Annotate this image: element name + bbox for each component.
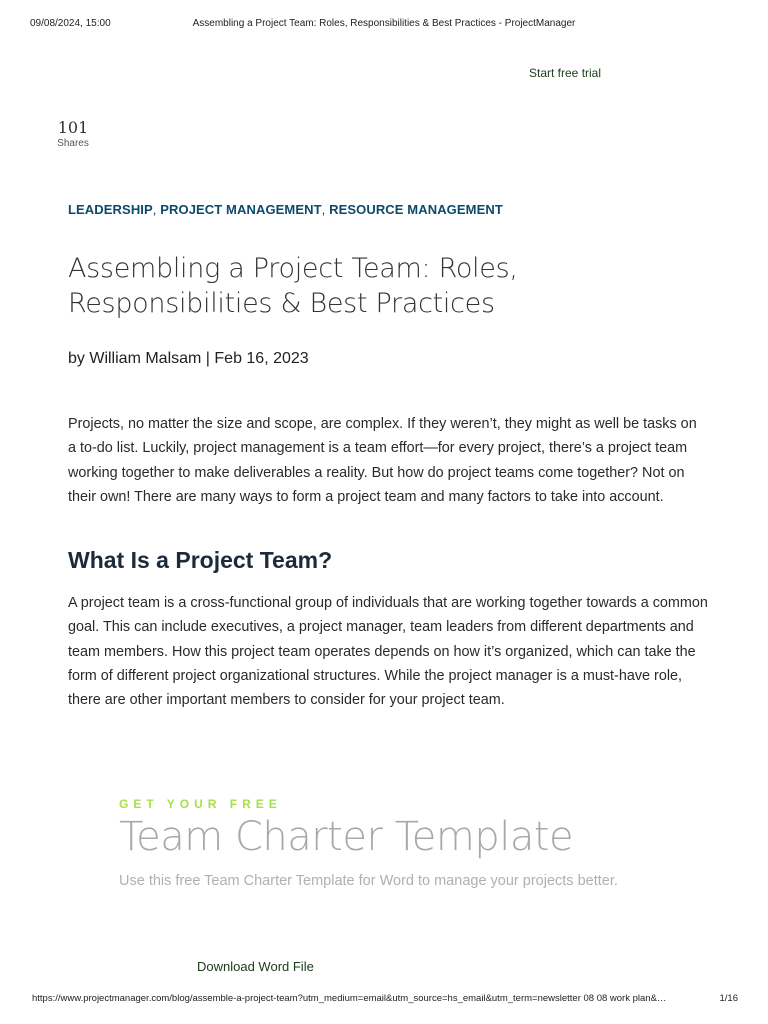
print-datetime: 09/08/2024, 15:00 bbox=[30, 18, 111, 29]
article-intro-paragraph: Projects, no matter the size and scope, are complex. If they weren’t, they might as well be tasks on a to-do list. Luckily, project management is a team effort—for every project, there’s a project team working together to make deliverables a reality. But how do project teams come together? Not on their own! There are many ways to form a project team and many factors to take into account. bbox=[68, 416, 697, 505]
promo-description: Use this free Team Charter Template for Word to manage your projects better. bbox=[119, 873, 618, 889]
print-page-title: Assembling a Project Team: Roles, Responsibilities & Best Practices - ProjectManager bbox=[192, 18, 576, 29]
category-list bbox=[68, 202, 503, 217]
article-title-line-1: Assembling a Project Team: Roles, bbox=[68, 253, 518, 284]
category-link-resource-management[interactable]: RESOURCE MANAGEMENT bbox=[329, 202, 503, 217]
share-counter bbox=[52, 119, 94, 149]
article-byline: by William Malsam | Feb 16, 2023 bbox=[68, 350, 309, 367]
category-link-leadership[interactable]: LEADERSHIP bbox=[68, 202, 153, 217]
promo-kicker: GET YOUR FREE bbox=[119, 797, 282, 811]
section-body-paragraph: A project team is a cross-functional group of individuals that are working together towards a common goal. This can include executives, a project manager, team leaders from different departments and team members. How this project team operates depends on how it’s organized, which can take the form of different project organizational structures. While the project manager is a must-have role, there are other important members to consider for your project team. bbox=[68, 595, 708, 709]
promo-title: Team Charter Template bbox=[119, 814, 574, 860]
article-title-line-2: Responsibilities & Best Practices bbox=[68, 288, 495, 319]
section-heading: What Is a Project Team? bbox=[68, 547, 333, 573]
print-page-number: 1/16 bbox=[719, 993, 738, 1004]
category-link-project-management[interactable]: PROJECT MANAGEMENT bbox=[160, 202, 322, 217]
start-free-trial-link[interactable]: Start free trial bbox=[529, 66, 602, 80]
download-word-file-link[interactable]: Download Word File bbox=[197, 959, 314, 974]
article-title bbox=[68, 251, 668, 321]
share-count: 101 bbox=[57, 118, 89, 137]
category-separator: , bbox=[152, 202, 157, 217]
print-page-url: https://www.projectmanager.com/blog/assemble-a-project-team?utm_medium=email&utm_source=hs_email&utm_term=newsletter 08 08 work plan&… bbox=[32, 993, 667, 1004]
category-separator: , bbox=[321, 202, 326, 217]
share-label: Shares bbox=[57, 138, 89, 149]
